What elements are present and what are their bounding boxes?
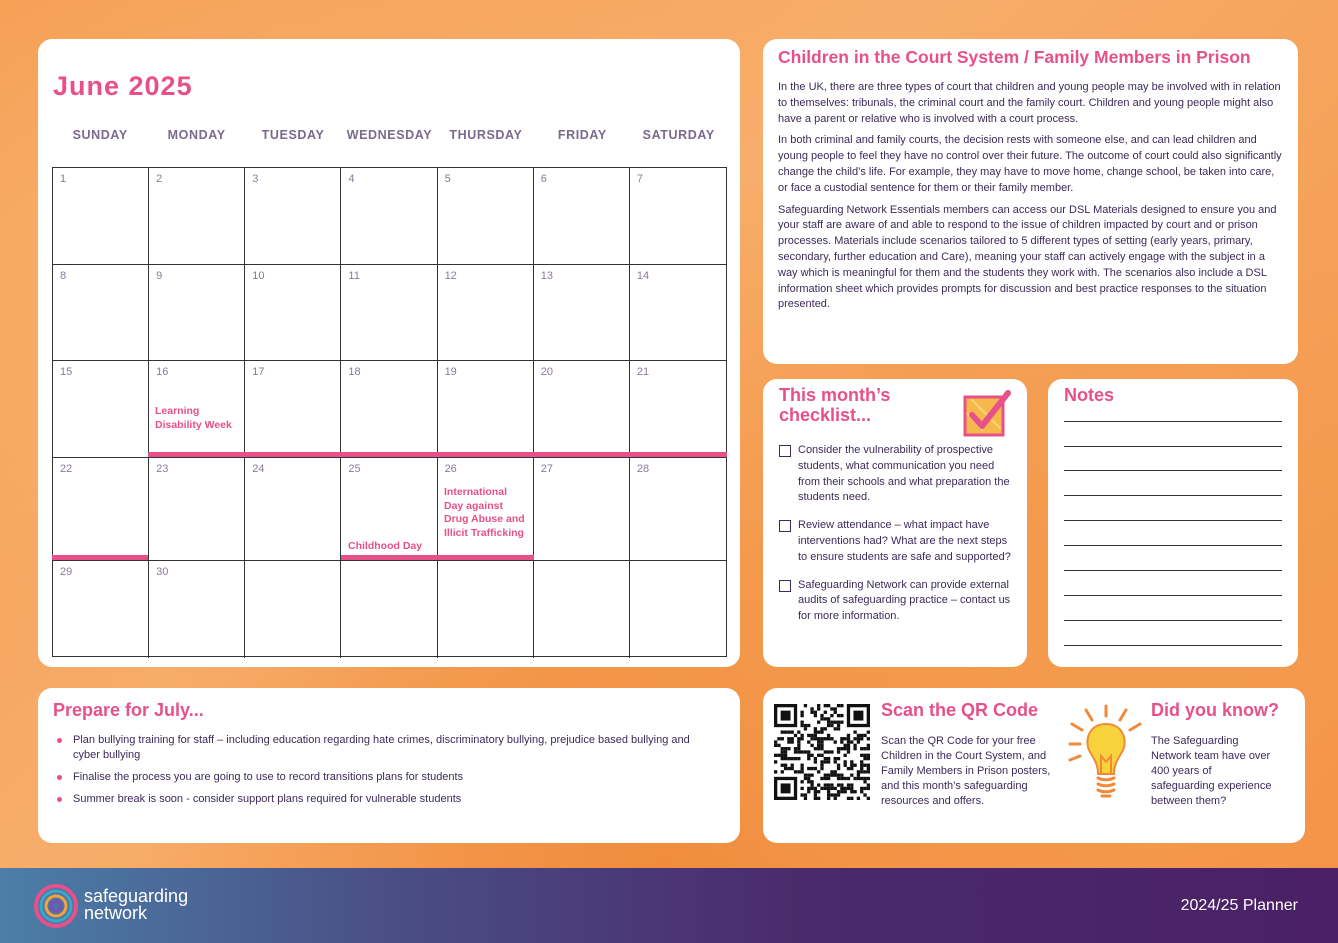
calendar-day-cell[interactable] bbox=[149, 561, 245, 658]
checklist-item-text: Review attendance – what impact have interventions had? What are the next steps to ensure students are safe and supported? bbox=[798, 519, 1011, 563]
qr-card bbox=[763, 688, 1305, 843]
note-line[interactable] bbox=[1064, 620, 1282, 621]
calendar-day-cell[interactable] bbox=[630, 361, 726, 458]
calendar-card bbox=[38, 39, 740, 667]
day-number: 17 bbox=[252, 366, 265, 378]
calendar-day-cell[interactable] bbox=[341, 168, 437, 265]
qr-title: Scan the QR Code bbox=[881, 700, 1039, 720]
court-title: Children in the Court System / Family Members in Prison bbox=[778, 47, 1251, 67]
calendar-day-cell[interactable] bbox=[245, 265, 341, 361]
day-number: 3 bbox=[252, 173, 259, 185]
calendar-day-cell[interactable] bbox=[149, 168, 245, 265]
logo-line: safeguarding bbox=[84, 886, 189, 906]
day-number: 21 bbox=[636, 366, 650, 378]
checklist-title: This month’s checklist... bbox=[779, 385, 891, 425]
note-line[interactable] bbox=[1064, 520, 1282, 521]
calendar-day-cell[interactable] bbox=[53, 168, 149, 265]
calendar-day-cell[interactable] bbox=[149, 265, 245, 361]
note-line[interactable] bbox=[1064, 421, 1282, 422]
day-number: 10 bbox=[252, 270, 265, 282]
note-line[interactable] bbox=[1064, 595, 1282, 596]
calendar-day-cell[interactable] bbox=[630, 458, 726, 561]
day-number: 11 bbox=[348, 270, 360, 282]
day-number: 30 bbox=[156, 566, 169, 578]
calendar-day-cell[interactable] bbox=[630, 265, 726, 361]
calendar-day-cell[interactable] bbox=[245, 168, 341, 265]
lightbulb-icon bbox=[1068, 704, 1144, 808]
prepare-item: Finalise the process you are going to use to record transitions plans for students bbox=[57, 770, 725, 785]
calendar-day-cell[interactable] bbox=[341, 561, 437, 658]
calendar-day-cell[interactable] bbox=[534, 168, 630, 265]
checkbox[interactable] bbox=[779, 445, 791, 457]
calendar-day-cell[interactable] bbox=[630, 561, 726, 658]
day-header: SATURDAY bbox=[642, 128, 715, 142]
calendar-day-cell[interactable] bbox=[438, 561, 534, 658]
day-number: 4 bbox=[348, 173, 355, 185]
event-international-day: International Day against Drug Abuse and Illicit Trafficking bbox=[444, 486, 525, 539]
note-line[interactable] bbox=[1064, 645, 1282, 646]
qr-code-icon[interactable] bbox=[774, 704, 870, 800]
note-line[interactable] bbox=[1064, 446, 1282, 447]
calendar-day-cell[interactable] bbox=[438, 168, 534, 265]
calendar-day-cell[interactable] bbox=[534, 561, 630, 658]
note-line[interactable] bbox=[1064, 570, 1282, 571]
day-number: 5 bbox=[444, 173, 451, 185]
day-number: 2 bbox=[156, 173, 163, 185]
day-number: 6 bbox=[540, 173, 547, 185]
day-number: 9 bbox=[156, 270, 163, 282]
qr-text: Scan the QR Code for your free Children in the Court System, and Family Members in Prison posters, and this month’s safeguarding resources and offers. bbox=[881, 735, 1051, 807]
day-number: 14 bbox=[636, 270, 650, 282]
event-bar bbox=[52, 555, 148, 560]
did-you-know-title: Did you know? bbox=[1151, 700, 1279, 720]
day-number: 7 bbox=[636, 173, 643, 185]
calendar-day-cell[interactable] bbox=[53, 265, 149, 361]
calendar-day-cell[interactable] bbox=[341, 265, 437, 361]
event-bar bbox=[148, 452, 727, 457]
calendar-day-cell[interactable] bbox=[534, 265, 630, 361]
day-number: 20 bbox=[540, 366, 553, 378]
court-paragraph: Safeguarding Network Essentials members can access our DSL Materials designed to ensure you and your staff are aware of and able to respond to the issue of children impacted by court and or prison processes. Materials include scenarios tailored to 5 different types of setting (early years, primary, secondary, further education and Care), meaning your staff can actively engage with the subject in a way which is meaningful for them and the students they work with. The scenarios also include a DSL information sheet which provides prompts for discussion and best practice responses to the situation presented. bbox=[778, 203, 1277, 311]
prepare-title: Prepare for July... bbox=[53, 700, 204, 720]
checklist-item[interactable] bbox=[779, 443, 1011, 506]
calendar-grid bbox=[52, 167, 727, 657]
planner-label: 2024/25 Planner bbox=[1180, 897, 1298, 914]
day-headers bbox=[52, 128, 727, 142]
day-number: 23 bbox=[156, 463, 169, 475]
day-number: 1 bbox=[60, 173, 67, 185]
calendar-day-cell[interactable] bbox=[149, 458, 245, 561]
event-bar bbox=[341, 555, 534, 560]
did-you-know-text: The Safeguarding Network team have over 400 years of safeguarding experience between them? bbox=[1151, 735, 1272, 807]
prepare-item: Plan bullying training for staff – including education regarding hate crimes, discriminatory bullying, prejudice based bullying and cyber bullying bbox=[57, 733, 725, 763]
day-number: 13 bbox=[540, 270, 553, 282]
logo-line: network bbox=[84, 903, 148, 923]
day-number: 8 bbox=[60, 270, 67, 282]
calendar-day-cell[interactable] bbox=[245, 561, 341, 658]
day-number: 22 bbox=[60, 463, 73, 475]
court-paragraph: In the UK, there are three types of court that children and young people may be involved with in relation to themselves: tribunals, the criminal court and the family court. Children and young people might also have a parent or relative who is involved with a court process. bbox=[778, 81, 1281, 125]
calendar-day-cell[interactable] bbox=[534, 361, 630, 458]
prepare-list bbox=[53, 733, 725, 807]
checkbox[interactable] bbox=[779, 580, 791, 592]
note-line[interactable] bbox=[1064, 495, 1282, 496]
day-header: MONDAY bbox=[167, 128, 226, 142]
calendar-day-cell[interactable] bbox=[534, 458, 630, 561]
calendar-day-cell[interactable] bbox=[245, 361, 341, 458]
day-number: 27 bbox=[540, 463, 553, 475]
checkmark-icon bbox=[963, 389, 1011, 437]
day-number: 18 bbox=[348, 366, 361, 378]
prepare-item: Summer break is soon - consider support plans required for vulnerable students bbox=[57, 792, 725, 807]
calendar-day-cell[interactable] bbox=[245, 458, 341, 561]
event-learning-disability-week: Learning Disability Week bbox=[155, 405, 232, 431]
day-number: 25 bbox=[348, 463, 361, 475]
note-line[interactable] bbox=[1064, 545, 1282, 546]
calendar-day-cell[interactable] bbox=[630, 168, 726, 265]
logo-text bbox=[84, 888, 188, 922]
calendar-day-cell[interactable] bbox=[53, 561, 149, 658]
day-number: 29 bbox=[60, 566, 73, 578]
day-number: 15 bbox=[60, 366, 73, 378]
calendar-day-cell[interactable] bbox=[341, 361, 437, 458]
court-paragraph: In both criminal and family courts, the decision rests with someone else, and can lead children and young people to feel they have no control over their future. The outcome of court could also significantly change the child’s life. For example, they may have to move home, change school, be taken into care, or face a custodial sentence for them or their family member. bbox=[778, 134, 1282, 194]
notes-card bbox=[1048, 379, 1298, 667]
day-header: SUNDAY bbox=[72, 128, 128, 142]
prepare-card bbox=[38, 688, 740, 843]
day-number: 12 bbox=[444, 270, 457, 282]
day-number: 19 bbox=[444, 366, 457, 378]
day-number: 24 bbox=[252, 463, 265, 475]
calendar-day-cell[interactable] bbox=[438, 361, 534, 458]
court-system-card bbox=[763, 39, 1298, 364]
safeguarding-network-logo-icon bbox=[33, 883, 79, 929]
calendar-day-cell[interactable] bbox=[53, 361, 149, 458]
day-header: WEDNESDAY bbox=[346, 128, 433, 142]
checkbox[interactable] bbox=[779, 520, 791, 532]
day-number: 28 bbox=[636, 463, 650, 475]
checklist-item[interactable] bbox=[779, 578, 1011, 625]
checklist-card bbox=[763, 379, 1027, 667]
day-header: FRIDAY bbox=[557, 128, 607, 142]
checklist-item-text: Consider the vulnerability of prospective students, what communication you need from their schools and what preparation the students need. bbox=[798, 444, 1010, 504]
event-childhood-day: Childhood Day bbox=[348, 540, 423, 552]
calendar-title: June 2025 bbox=[53, 71, 193, 101]
day-header: TUESDAY bbox=[261, 128, 325, 142]
day-number: 16 bbox=[156, 366, 169, 378]
notes-title: Notes bbox=[1064, 385, 1115, 405]
day-header: THURSDAY bbox=[449, 128, 523, 142]
footer bbox=[0, 868, 1338, 943]
day-number: 26 bbox=[444, 463, 457, 475]
calendar-day-cell[interactable] bbox=[53, 458, 149, 561]
checklist-item-text: Safeguarding Network can provide external audits of safeguarding practice – contact us for more information. bbox=[798, 578, 1011, 623]
checklist-item[interactable] bbox=[779, 518, 1011, 565]
note-line[interactable] bbox=[1064, 470, 1282, 471]
calendar-day-cell[interactable] bbox=[438, 265, 534, 361]
